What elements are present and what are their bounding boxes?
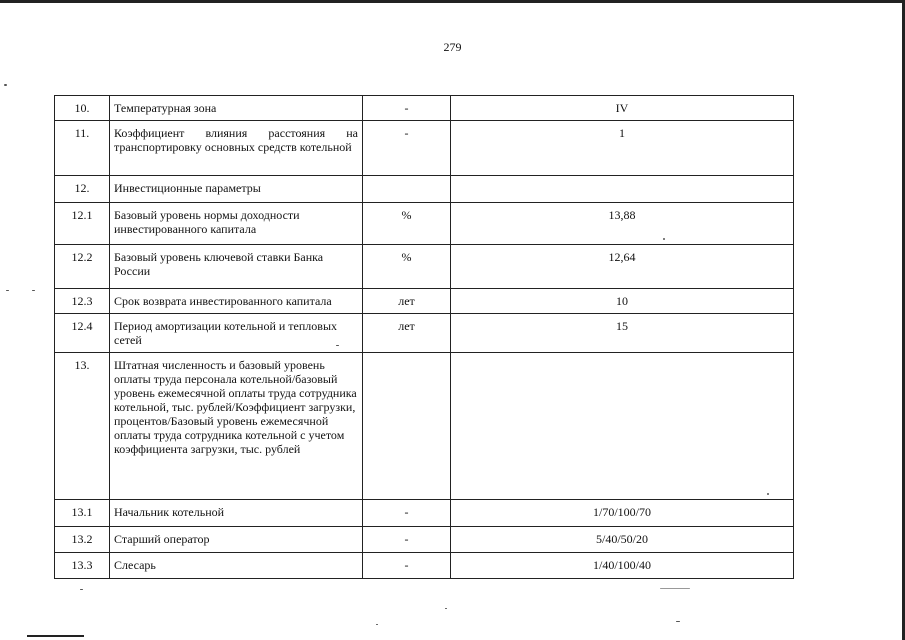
row-name: Старший оператор (110, 527, 363, 553)
table-row (55, 96, 794, 121)
row-name: Базовый уровень нормы доходности инвестированного капитала (110, 203, 363, 245)
row-name: Коэффициент влияния расстояния на транспортировку основных средств котельной (110, 121, 363, 176)
row-name: Инвестиционные параметры (110, 176, 363, 203)
row-number: 12. (55, 176, 110, 203)
scan-speck (676, 621, 680, 622)
row-number: 13. (55, 353, 110, 500)
row-value: IV (451, 96, 794, 121)
row-value (451, 353, 794, 500)
row-unit: - (363, 96, 451, 121)
row-number: 12.3 (55, 289, 110, 314)
scan-speck (767, 493, 769, 495)
scan-speck (660, 588, 690, 589)
page-number: 279 (443, 40, 462, 54)
row-name: Начальник котельной (110, 500, 363, 527)
table-row (55, 121, 794, 176)
row-unit: % (363, 245, 451, 289)
scan-speck (376, 624, 378, 625)
table-row (55, 353, 794, 500)
table-row (55, 289, 794, 314)
row-name: Базовый уровень ключевой ставки Банка России (110, 245, 363, 289)
table-row (55, 245, 794, 289)
row-value: 15 (451, 314, 794, 353)
scan-speck (663, 238, 665, 240)
scan-speck (6, 290, 9, 291)
page-border-bottom-left (27, 635, 84, 637)
row-value: 10 (451, 289, 794, 314)
scan-speck (336, 345, 339, 346)
table-row (55, 527, 794, 553)
row-number: 13.3 (55, 553, 110, 579)
row-number: 10. (55, 96, 110, 121)
scan-speck (80, 589, 83, 590)
row-unit: - (363, 500, 451, 527)
row-name: Температурная зона (110, 96, 363, 121)
row-number: 13.1 (55, 500, 110, 527)
row-name: Срок возврата инвестированного капитала (110, 289, 363, 314)
row-unit: - (363, 121, 451, 176)
table-row (55, 553, 794, 579)
row-unit: лет (363, 289, 451, 314)
table-row (55, 314, 794, 353)
row-value: 5/40/50/20 (451, 527, 794, 553)
parameters-table (54, 95, 794, 579)
row-unit: % (363, 203, 451, 245)
row-number: 13.2 (55, 527, 110, 553)
row-name: Штатная численность и базовый уровень оплаты труда персонала котельной/базовый уровень ежемесячной оплаты труда сотрудника котельной, тыс. рублей/Коэффициент загрузки, процентов/Базовый уровень ежемесячной оплаты труда сотрудника котельной с учетом коэффициента загрузки, тыс. рублей (110, 353, 363, 500)
row-name: Период амортизации котельной и тепловых сетей (110, 314, 363, 353)
row-unit: - (363, 553, 451, 579)
table-row (55, 500, 794, 527)
scan-speck (4, 84, 7, 86)
table-row (55, 203, 794, 245)
row-name: Слесарь (110, 553, 363, 579)
row-value: 1/40/100/40 (451, 553, 794, 579)
row-number: 11. (55, 121, 110, 176)
row-number: 12.4 (55, 314, 110, 353)
table-row (55, 176, 794, 203)
row-value: 12,64 (451, 245, 794, 289)
row-unit: лет (363, 314, 451, 353)
row-unit (363, 176, 451, 203)
row-number: 12.1 (55, 203, 110, 245)
scan-speck (445, 608, 447, 609)
row-value (451, 176, 794, 203)
row-unit (363, 353, 451, 500)
row-unit: - (363, 527, 451, 553)
scan-speck (32, 290, 35, 291)
row-value: 1/70/100/70 (451, 500, 794, 527)
row-number: 12.2 (55, 245, 110, 289)
row-value: 1 (451, 121, 794, 176)
page-border-top (0, 0, 905, 3)
row-value: 13,88 (451, 203, 794, 245)
